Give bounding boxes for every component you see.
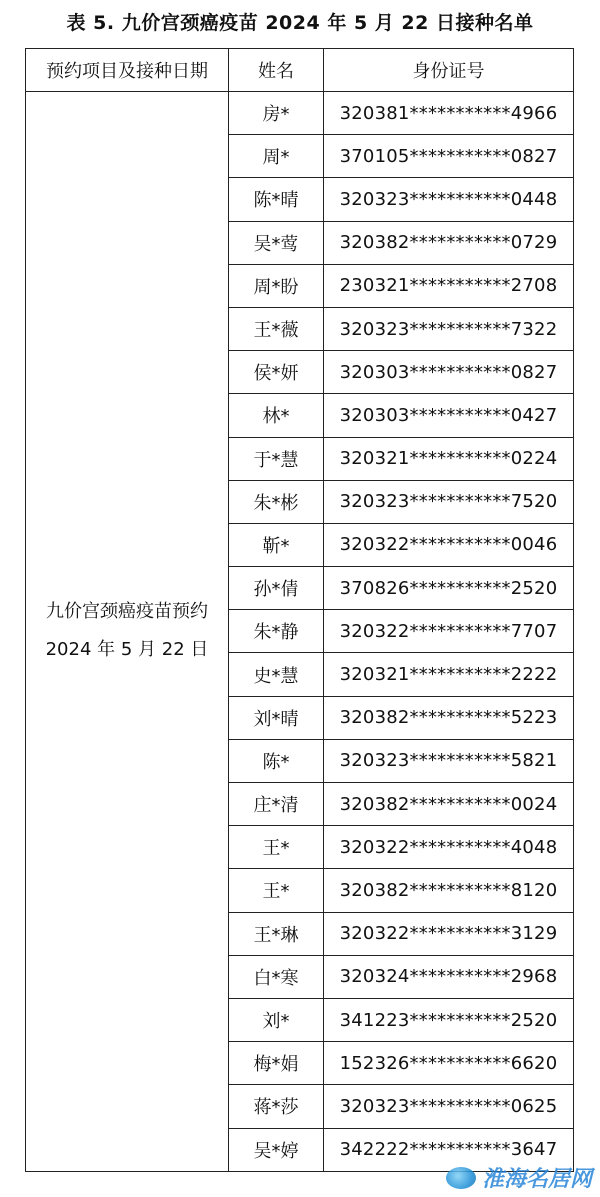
cell-id-number: 370105***********0827 xyxy=(324,135,574,178)
cell-name: 于*慧 xyxy=(229,437,324,480)
project-date: 2024 年 5 月 22 日 xyxy=(45,639,209,661)
cell-id-number: 320303***********0427 xyxy=(324,394,574,437)
cell-name: 庄*清 xyxy=(229,783,324,826)
cell-name: 林* xyxy=(229,394,324,437)
cell-name: 王* xyxy=(229,869,324,912)
cell-name: 陈* xyxy=(229,739,324,782)
cell-name: 吴*婷 xyxy=(229,1128,324,1171)
watermark xyxy=(446,1162,592,1193)
header-name: 姓名 xyxy=(229,49,324,92)
cell-id-number: 320323***********7520 xyxy=(324,480,574,523)
project-name: 九价宫颈癌疫苗预约 xyxy=(46,601,208,623)
cell-id-number: 320382***********8120 xyxy=(324,869,574,912)
cell-id-number: 320323***********7322 xyxy=(324,307,574,350)
cell-id-number: 320382***********0729 xyxy=(324,221,574,264)
cell-name: 靳* xyxy=(229,523,324,566)
cell-name: 吴*莺 xyxy=(229,221,324,264)
cell-id-number: 320321***********2222 xyxy=(324,653,574,696)
cell-id-number: 320382***********0024 xyxy=(324,783,574,826)
cell-name: 朱*彬 xyxy=(229,480,324,523)
table-title: 表 5. 九价宫颈癌疫苗 2024 年 5 月 22 日接种名单 xyxy=(66,12,534,34)
cell-name: 周*盼 xyxy=(229,264,324,307)
cell-name: 孙*倩 xyxy=(229,567,324,610)
cell-id-number: 320322***********7707 xyxy=(324,610,574,653)
cell-id-number: 320323***********5821 xyxy=(324,739,574,782)
cell-id-number: 370826***********2520 xyxy=(324,567,574,610)
cell-name: 王*薇 xyxy=(229,307,324,350)
cell-id-number: 320303***********0827 xyxy=(324,351,574,394)
cell-id-number: 230321***********2708 xyxy=(324,264,574,307)
cell-name: 梅*娟 xyxy=(229,1042,324,1085)
cell-id-number: 320381***********4966 xyxy=(324,92,574,135)
cell-id-number: 320323***********0625 xyxy=(324,1085,574,1128)
cell-name: 朱*静 xyxy=(229,610,324,653)
cell-name: 刘*晴 xyxy=(229,696,324,739)
cell-id-number: 320322***********0046 xyxy=(324,523,574,566)
cell-id-number: 152326***********6620 xyxy=(324,1042,574,1085)
cell-id-number: 320321***********0224 xyxy=(324,437,574,480)
cell-name: 刘* xyxy=(229,998,324,1041)
watermark-text: 淮海名居网 xyxy=(481,1166,592,1192)
cell-id-number: 320382***********5223 xyxy=(324,696,574,739)
table-row xyxy=(26,92,574,135)
table-body xyxy=(26,92,574,1172)
table-header-row xyxy=(26,49,574,92)
cell-name: 周* xyxy=(229,135,324,178)
header-project: 预约项目及接种日期 xyxy=(26,49,229,92)
cell-id-number: 341223***********2520 xyxy=(324,998,574,1041)
vaccination-table xyxy=(25,48,574,1172)
cell-name: 侯*妍 xyxy=(229,351,324,394)
cell-id-number: 320323***********0448 xyxy=(324,178,574,221)
cell-id-number: 320322***********3129 xyxy=(324,912,574,955)
cell-name: 蒋*莎 xyxy=(229,1085,324,1128)
header-id: 身份证号 xyxy=(324,49,574,92)
cell-id-number: 320322***********4048 xyxy=(324,826,574,869)
project-cell xyxy=(26,92,229,1172)
cell-name: 史*慧 xyxy=(229,653,324,696)
globe-logo-icon xyxy=(446,1167,476,1189)
cell-id-number: 320324***********2968 xyxy=(324,955,574,998)
cell-name: 房* xyxy=(229,92,324,135)
cell-name: 王*琳 xyxy=(229,912,324,955)
cell-name: 王* xyxy=(229,826,324,869)
cell-name: 陈*晴 xyxy=(229,178,324,221)
cell-name: 白*寒 xyxy=(229,955,324,998)
cell-id-number: 342222***********3647 xyxy=(324,1128,574,1171)
